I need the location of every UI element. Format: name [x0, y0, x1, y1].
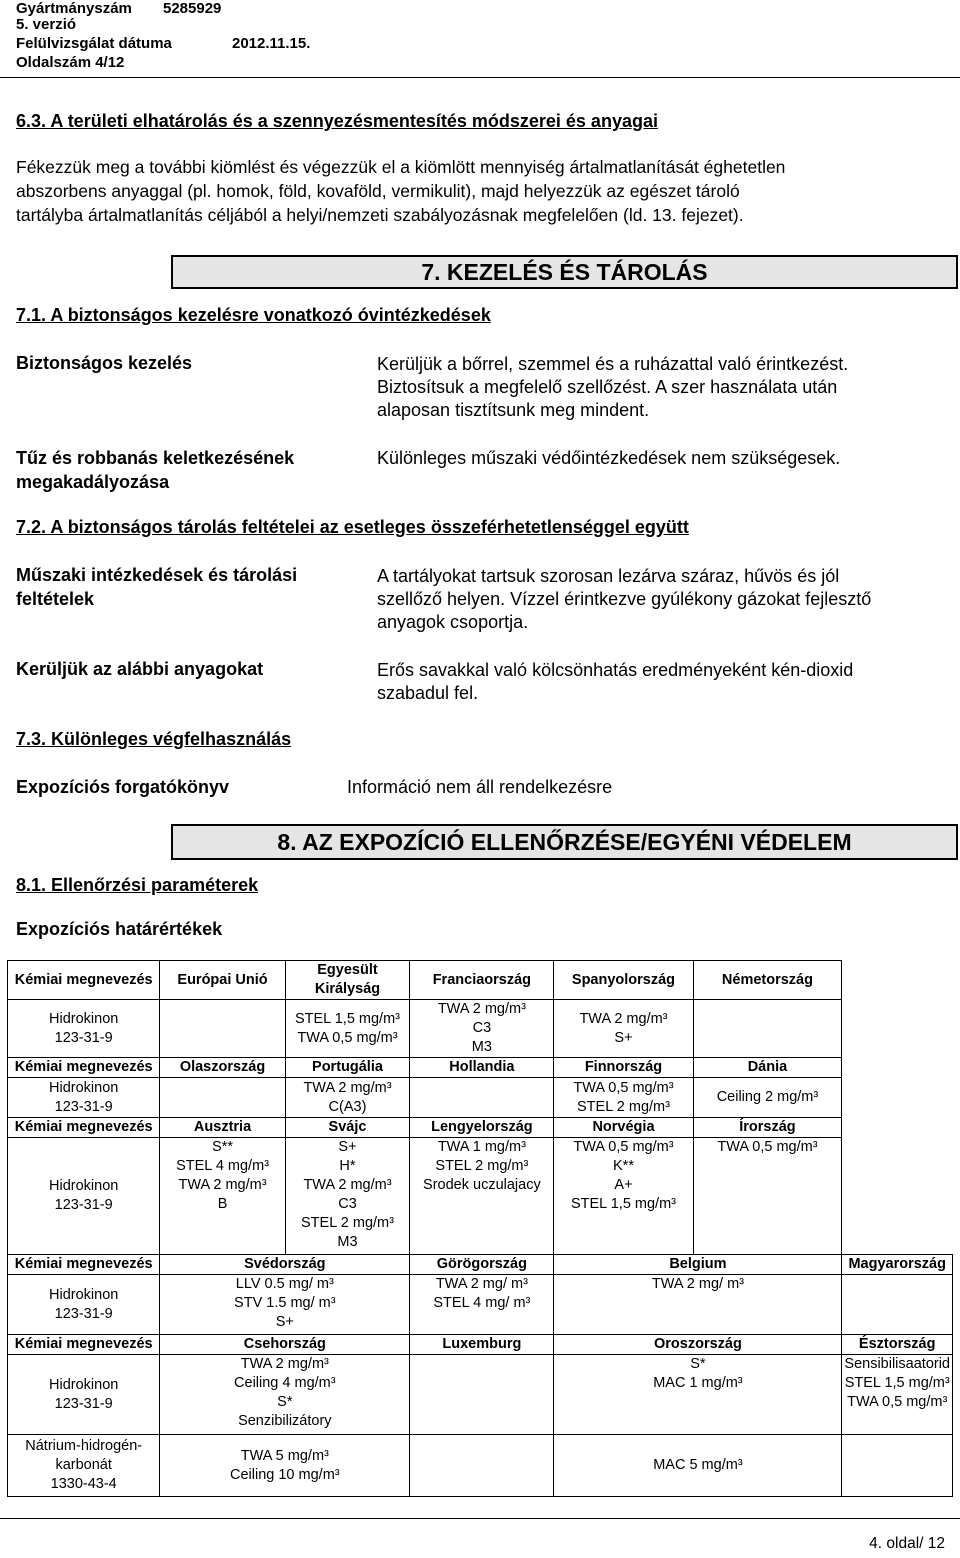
limit-cell: S* MAC 1 mg/m³	[554, 1355, 842, 1435]
header-divider	[0, 77, 960, 78]
country-header: Lengyelország	[410, 1118, 554, 1138]
limit-cell	[693, 1000, 842, 1058]
section-6-3-title: 6.3. A területi elhatárolás és a szennyezésmentesítés módszerei és anyagai	[16, 111, 658, 131]
revision-date-value: 2012.11.15.	[232, 35, 311, 52]
section-6-3-line-2: abszorbens anyaggal (pl. homok, föld, kovaföld, vermikulit), majd helyezzük az egészet tároló	[16, 181, 740, 201]
limit-cell	[842, 1435, 953, 1497]
table-row	[8, 1078, 953, 1118]
limit-cell: TWA 0,5 mg/m³ K** A+ STEL 1,5 mg/m³	[554, 1138, 693, 1255]
limit-cell: TWA 2 mg/ m³ STEL 4 mg/ m³	[410, 1275, 554, 1335]
limit-cell: STEL 1,5 mg/m³ TWA 0,5 mg/m³	[285, 1000, 410, 1058]
incompatible-materials-label: Kerüljük az alábbi anyagokat	[16, 659, 264, 679]
limit-cell: MAC 5 mg/m³	[554, 1435, 842, 1497]
table-row	[8, 1435, 953, 1497]
exposure-limits-table	[7, 960, 953, 1497]
limit-cell: TWA 2 mg/m³ Ceiling 4 mg/m³ S* Senzibilizátory	[160, 1355, 410, 1435]
country-header: Svájc	[285, 1118, 410, 1138]
chemical-name: Hidrokinon 123-31-9	[8, 1355, 160, 1435]
chemical-name: Hidrokinon 123-31-9	[8, 1275, 160, 1335]
limit-cell: LLV 0.5 mg/ m³ STV 1.5 mg/ m³ S+	[160, 1275, 410, 1335]
fire-prevention-text: Különleges műszaki védőintézkedések nem szükségesek.	[377, 448, 841, 468]
chem-name-header: Kémiai megnevezés	[8, 961, 160, 1000]
limit-cell: TWA 2 mg/ m³	[554, 1275, 842, 1335]
section-8-band: 8. AZ EXPOZÍCIÓ ELLENŐRZÉSE/EGYÉNI VÉDELEM	[171, 824, 958, 860]
fire-prevention-label: Tűz és robbanás keletkezésének megakadályozása	[16, 448, 295, 492]
limit-cell: S** STEL 4 mg/m³ TWA 2 mg/m³ B	[160, 1138, 285, 1255]
limit-cell	[410, 1355, 554, 1435]
product-number-value: 5285929	[163, 0, 222, 17]
product-number-label: Gyártmányszám	[16, 0, 132, 17]
country-header: Csehország	[160, 1335, 410, 1355]
limit-cell	[160, 1000, 285, 1058]
country-header: Észtország	[842, 1335, 953, 1355]
section-7-band: 7. KEZELÉS ÉS TÁROLÁS	[171, 255, 958, 289]
chem-name-header: Kémiai megnevezés	[8, 1058, 160, 1078]
country-header: Görögország	[410, 1255, 554, 1275]
country-header: Európai Unió	[160, 961, 285, 1000]
safe-handling-text: Kerüljük a bőrrel, szemmel és a ruházattal való érintkezést. Biztosítsuk a megfelelő szellőzést. A szer használata után alaposan tisztítsunk meg mindent.	[377, 354, 849, 420]
limit-cell: Ceiling 2 mg/m³	[693, 1078, 842, 1118]
limit-cell: TWA 5 mg/m³ Ceiling 10 mg/m³	[160, 1435, 410, 1497]
limit-cell: TWA 2 mg/m³ C3 M3	[410, 1000, 554, 1058]
chem-name-header: Kémiai megnevezés	[8, 1335, 160, 1355]
table-header-row	[8, 1335, 953, 1355]
limit-cell	[410, 1435, 554, 1497]
limit-cell: TWA 2 mg/m³ C(A3)	[285, 1078, 410, 1118]
chem-name-header: Kémiai megnevezés	[8, 1255, 160, 1275]
chem-name-header: Kémiai megnevezés	[8, 1118, 160, 1138]
limit-cell	[160, 1078, 285, 1118]
table-row	[8, 1355, 953, 1435]
storage-conditions-label: Műszaki intézkedések és tárolási feltételek	[16, 565, 298, 609]
incompatible-materials-text: Erős savakkal való kölcsönhatás eredményeként kén-dioxid szabadul fel.	[377, 660, 854, 703]
chemical-name: Nátrium-hidrogén- karbonát 1330-43-4	[8, 1435, 160, 1497]
table-header-row	[8, 961, 953, 1000]
section-6-3-line-1: Fékezzük meg a további kiömlést és végezzük el a kiömlött mennyiség ártalmatlanítását éghetetlen	[16, 157, 786, 177]
revision-date-label: Felülvizsgálat dátuma	[16, 35, 172, 52]
limit-cell	[842, 1275, 953, 1335]
country-header: Hollandia	[410, 1058, 554, 1078]
limit-cell: S+ H* TWA 2 mg/m³ C3 STEL 2 mg/m³ M3	[285, 1138, 410, 1255]
section-8-1-title: 8.1. Ellenőrzési paraméterek	[16, 875, 259, 895]
table-header-row	[8, 1058, 953, 1078]
country-header: Finnország	[554, 1058, 693, 1078]
version: 5. verzió	[16, 16, 77, 33]
limit-cell: TWA 1 mg/m³ STEL 2 mg/m³ Srodek uczulajacy	[410, 1138, 554, 1255]
country-header: Németország	[693, 961, 842, 1000]
section-7-2-title: 7.2. A biztonságos tárolás feltételei az esetleges összeférhetetlenséggel együtt	[16, 517, 689, 537]
country-header: Portugália	[285, 1058, 410, 1078]
footer-page-number: 4. oldal/ 12	[869, 1535, 945, 1552]
chemical-name: Hidrokinon 123-31-9	[8, 1000, 160, 1058]
country-header: Luxemburg	[410, 1335, 554, 1355]
section-7-1-title: 7.1. A biztonságos kezelésre vonatkozó óvintézkedések	[16, 305, 491, 325]
country-header: Dánia	[693, 1058, 842, 1078]
country-header: Ausztria	[160, 1118, 285, 1138]
safe-handling-label: Biztonságos kezelés	[16, 353, 193, 373]
country-header: Belgium	[554, 1255, 842, 1275]
limit-cell: Sensibilisaatorid STEL 1,5 mg/m³ TWA 0,5 mg/m³	[842, 1355, 953, 1435]
table-row	[8, 1275, 953, 1335]
country-header: Írország	[693, 1118, 842, 1138]
table-row	[8, 1000, 953, 1058]
limit-cell: TWA 0,5 mg/m³ STEL 2 mg/m³	[554, 1078, 693, 1118]
country-header: Magyarország	[842, 1255, 953, 1275]
storage-conditions-text: A tartályokat tartsuk szorosan lezárva száraz, hűvös és jól szellőző helyen. Vízzel érintkezve gyúlékony gázokat fejlesztő anyagok csoportja.	[377, 566, 872, 632]
page-count: Oldalszám 4/12	[16, 54, 125, 71]
limit-cell	[410, 1078, 554, 1118]
chemical-name: Hidrokinon 123-31-9	[8, 1138, 160, 1255]
country-header: Egyesült Királyság	[285, 961, 410, 1000]
country-header: Olaszország	[160, 1058, 285, 1078]
table-header-row	[8, 1255, 953, 1275]
section-6-3-line-3: tartályba ártalmatlanítás céljából a helyi/nemzeti szabályozásnak megfelelően (ld. 13. fejezet).	[16, 205, 744, 225]
table-header-row	[8, 1118, 953, 1138]
country-header: Spanyolország	[554, 961, 693, 1000]
section-6-3-text	[16, 155, 956, 227]
footer-divider	[0, 1518, 960, 1519]
chemical-name: Hidrokinon 123-31-9	[8, 1078, 160, 1118]
country-header: Franciaország	[410, 961, 554, 1000]
exposure-scenario-label: Expozíciós forgatókönyv	[16, 777, 230, 797]
table-row	[8, 1138, 953, 1255]
exposure-limits-label: Expozíciós határértékek	[16, 919, 223, 939]
section-7-3-title: 7.3. Különleges végfelhasználás	[16, 729, 292, 749]
exposure-scenario-text: Információ nem áll rendelkezésre	[347, 777, 613, 797]
limit-cell: TWA 0,5 mg/m³	[693, 1138, 842, 1255]
country-header: Norvégia	[554, 1118, 693, 1138]
limit-cell: TWA 2 mg/m³ S+	[554, 1000, 693, 1058]
country-header: Oroszország	[554, 1335, 842, 1355]
country-header: Svédország	[160, 1255, 410, 1275]
